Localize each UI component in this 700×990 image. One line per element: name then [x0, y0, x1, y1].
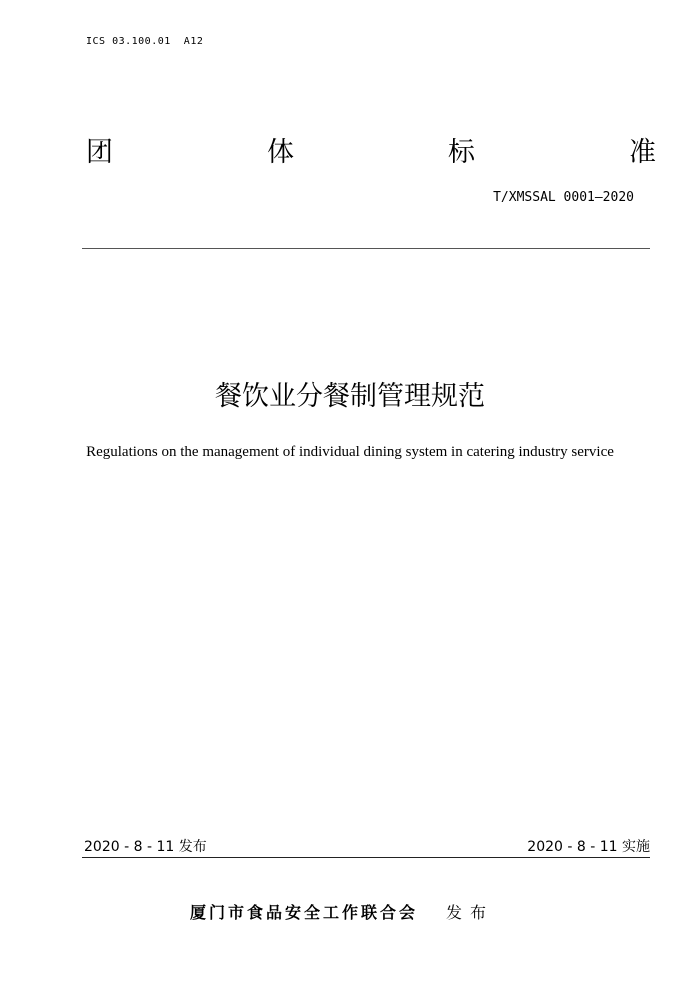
- english-title: Regulations on the management of individual dining system in catering industry service: [86, 444, 614, 460]
- header-divider: [82, 248, 650, 249]
- publish-date: 2020 - 8 - 11 发布: [84, 839, 207, 855]
- standard-type-char: 准: [629, 137, 656, 168]
- standard-type-char: 标: [448, 137, 475, 168]
- publisher-row: [190, 902, 494, 924]
- standard-number: T/XMSSAL 0001—2020: [493, 190, 634, 205]
- standard-type-heading: [86, 136, 656, 170]
- effective-date: 2020 - 8 - 11 实施: [527, 839, 650, 855]
- publisher-name: 厦门市食品安全工作联合会: [190, 903, 419, 922]
- standard-type-char: 体: [267, 137, 294, 168]
- publish-label: 发布: [446, 903, 495, 922]
- footer-divider: [82, 857, 650, 858]
- ics-code: ICS 03.100.01 A12: [86, 36, 204, 47]
- date-row: [84, 838, 650, 856]
- chinese-title: 餐饮业分餐制管理规范: [215, 381, 485, 412]
- standard-type-char: 团: [86, 137, 113, 168]
